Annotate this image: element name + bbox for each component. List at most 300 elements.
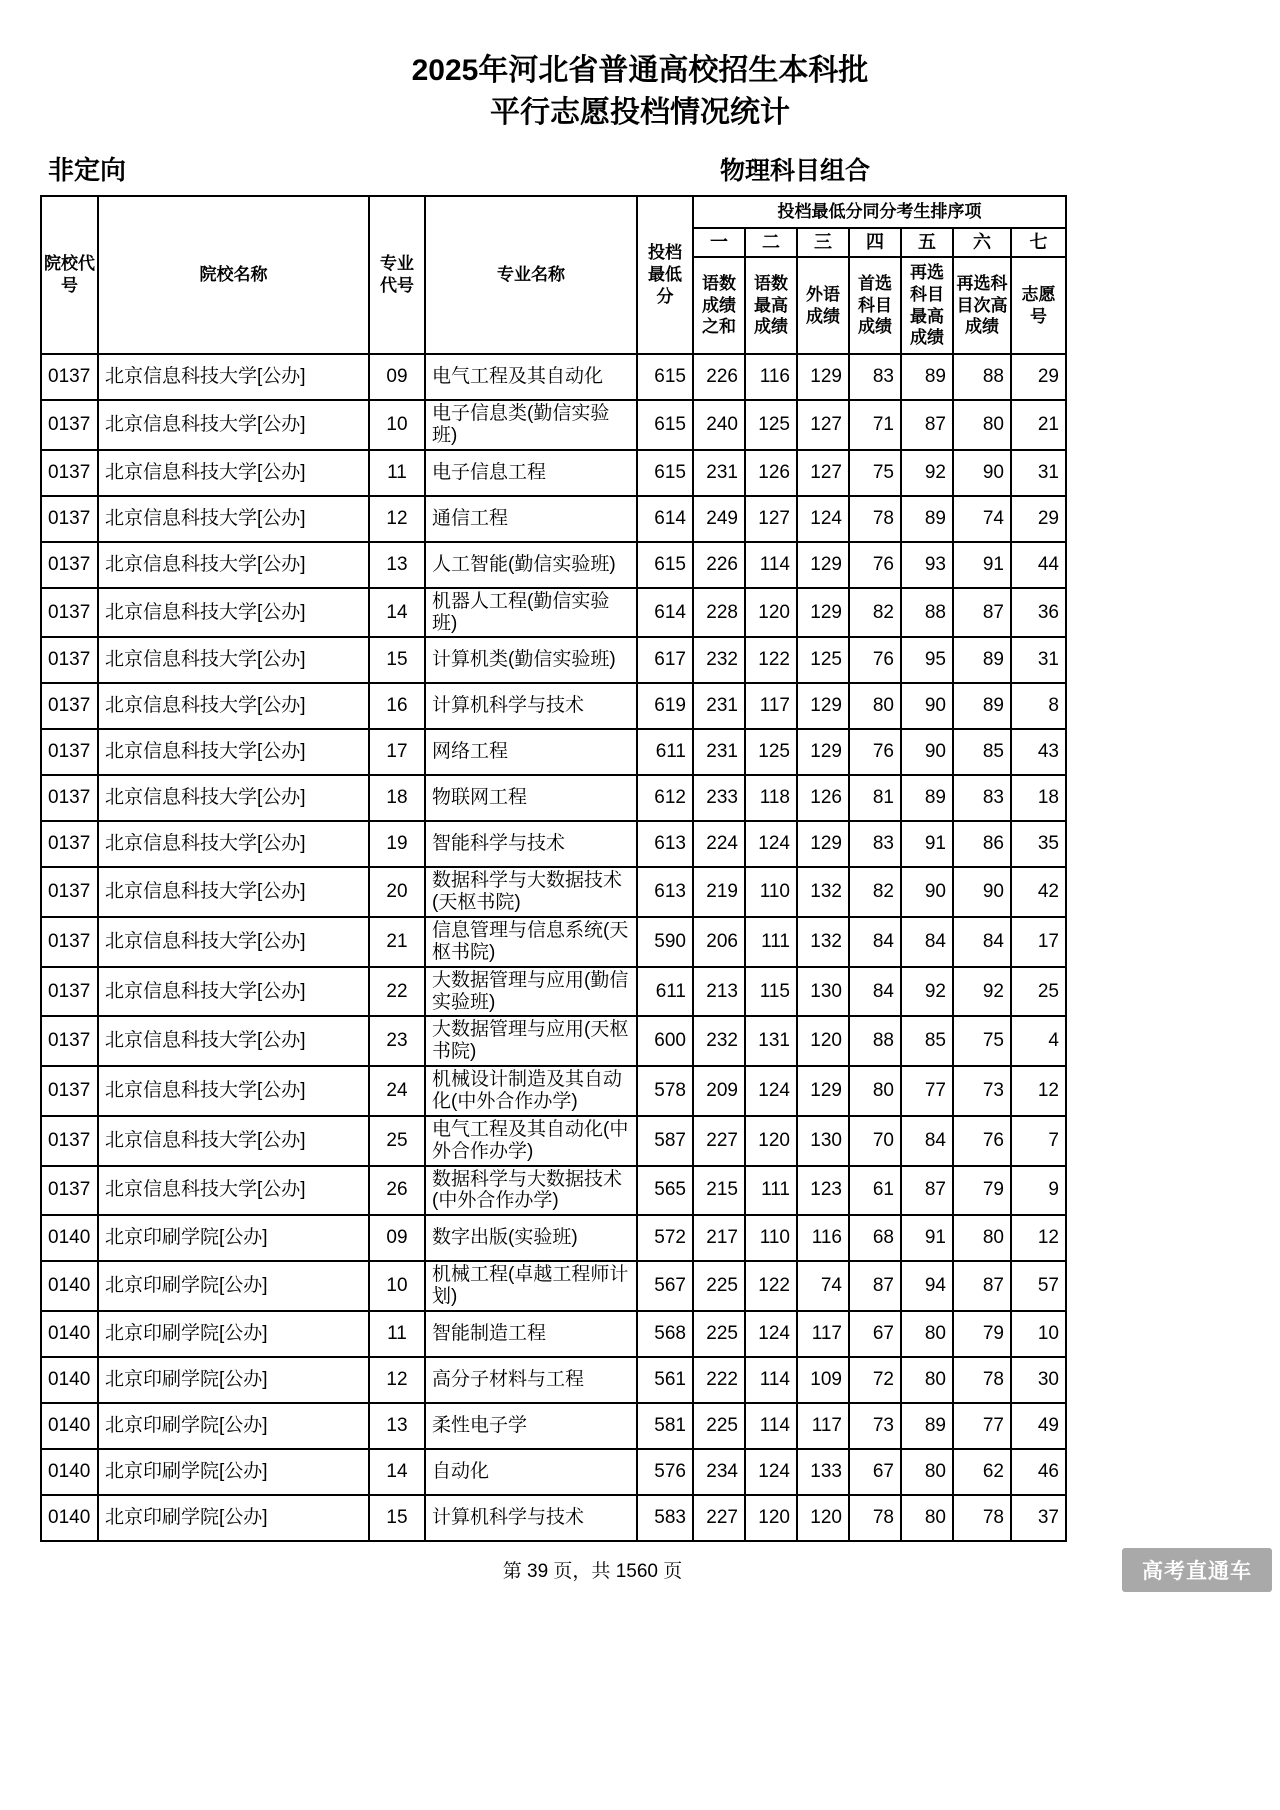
major-name-cell: 电子信息类(勤信实验班) xyxy=(425,400,637,450)
sum-chinese-math-cell: 240 xyxy=(693,400,745,450)
major-name-cell: 人工智能(勤信实验班) xyxy=(425,542,637,588)
major-code-cell: 18 xyxy=(369,775,425,821)
reselect-second-cell: 83 xyxy=(953,775,1011,821)
max-chinese-math-cell: 120 xyxy=(745,1116,797,1166)
reselect-second-cell: 89 xyxy=(953,683,1011,729)
reselect-second-cell: 74 xyxy=(953,496,1011,542)
reselect-max-cell: 80 xyxy=(901,1357,953,1403)
first-subject-cell: 70 xyxy=(849,1116,901,1166)
reselect-max-cell: 89 xyxy=(901,354,953,400)
subject-combination-label: 物理科目组合 xyxy=(719,157,870,185)
foreign-language-cell: 116 xyxy=(797,1215,849,1261)
college-code-cell: 0140 xyxy=(41,1311,98,1357)
major-code-cell: 20 xyxy=(369,867,425,917)
major-name-cell: 机械设计制造及其自动化(中外合作办学) xyxy=(425,1066,637,1116)
major-code-cell: 12 xyxy=(369,1357,425,1403)
volunteer-number-cell: 25 xyxy=(1011,967,1066,1017)
college-code-cell: 0137 xyxy=(41,588,98,638)
min-score-cell: 614 xyxy=(637,496,693,542)
volunteer-number-cell: 9 xyxy=(1011,1166,1066,1216)
table-row xyxy=(41,821,1066,867)
college-code-cell: 0140 xyxy=(41,1495,98,1541)
max-chinese-math-cell: 111 xyxy=(745,1166,797,1216)
col-header-num-4: 四 xyxy=(849,228,901,257)
volunteer-number-cell: 4 xyxy=(1011,1016,1066,1066)
reselect-second-cell: 75 xyxy=(953,1016,1011,1066)
min-score-cell: 615 xyxy=(637,450,693,496)
table-row xyxy=(41,1403,1066,1449)
max-chinese-math-cell: 122 xyxy=(745,1261,797,1311)
sum-chinese-math-cell: 219 xyxy=(693,867,745,917)
reselect-max-cell: 87 xyxy=(901,400,953,450)
reselect-max-cell: 89 xyxy=(901,496,953,542)
foreign-language-cell: 120 xyxy=(797,1495,849,1541)
col-header-foreign-language: 外语成绩 xyxy=(797,257,849,354)
table-row xyxy=(41,867,1066,917)
first-subject-cell: 71 xyxy=(849,400,901,450)
table-row xyxy=(41,588,1066,638)
reselect-max-cell: 90 xyxy=(901,867,953,917)
sum-chinese-math-cell: 232 xyxy=(693,637,745,683)
page-title xyxy=(0,50,1280,134)
major-name-cell: 计算机科学与技术 xyxy=(425,1495,637,1541)
table-row xyxy=(41,450,1066,496)
first-subject-cell: 67 xyxy=(849,1449,901,1495)
volunteer-number-cell: 36 xyxy=(1011,588,1066,638)
first-subject-cell: 75 xyxy=(849,450,901,496)
table-row xyxy=(41,637,1066,683)
min-score-cell: 590 xyxy=(637,917,693,967)
col-header-num-6: 六 xyxy=(953,228,1011,257)
min-score-cell: 617 xyxy=(637,637,693,683)
foreign-language-cell: 126 xyxy=(797,775,849,821)
min-score-cell: 615 xyxy=(637,400,693,450)
table-row xyxy=(41,1016,1066,1066)
foreign-language-cell: 117 xyxy=(797,1403,849,1449)
table-row xyxy=(41,354,1066,400)
college-name-cell: 北京信息科技大学[公办] xyxy=(98,821,369,867)
volunteer-number-cell: 44 xyxy=(1011,542,1066,588)
major-name-cell: 电气工程及其自动化(中外合作办学) xyxy=(425,1116,637,1166)
college-code-cell: 0137 xyxy=(41,450,98,496)
first-subject-cell: 72 xyxy=(849,1357,901,1403)
table-row xyxy=(41,1495,1066,1541)
table-row xyxy=(41,1215,1066,1261)
reselect-max-cell: 88 xyxy=(901,588,953,638)
college-code-cell: 0137 xyxy=(41,496,98,542)
major-name-cell: 柔性电子学 xyxy=(425,1403,637,1449)
min-score-cell: 600 xyxy=(637,1016,693,1066)
sum-chinese-math-cell: 231 xyxy=(693,729,745,775)
foreign-language-cell: 130 xyxy=(797,1116,849,1166)
major-code-cell: 12 xyxy=(369,496,425,542)
sum-chinese-math-cell: 249 xyxy=(693,496,745,542)
foreign-language-cell: 129 xyxy=(797,354,849,400)
first-subject-cell: 67 xyxy=(849,1311,901,1357)
min-score-cell: 561 xyxy=(637,1357,693,1403)
volunteer-number-cell: 12 xyxy=(1011,1066,1066,1116)
volunteer-number-cell: 10 xyxy=(1011,1311,1066,1357)
major-code-cell: 14 xyxy=(369,1449,425,1495)
reselect-second-cell: 85 xyxy=(953,729,1011,775)
col-header-max-chinese-math: 语数最高成绩 xyxy=(745,257,797,354)
major-code-cell: 09 xyxy=(369,1215,425,1261)
major-name-cell: 物联网工程 xyxy=(425,775,637,821)
max-chinese-math-cell: 126 xyxy=(745,450,797,496)
min-score-cell: 567 xyxy=(637,1261,693,1311)
min-score-cell: 615 xyxy=(637,542,693,588)
reselect-second-cell: 87 xyxy=(953,1261,1011,1311)
major-name-cell: 电子信息工程 xyxy=(425,450,637,496)
col-header-num-3: 三 xyxy=(797,228,849,257)
reselect-max-cell: 80 xyxy=(901,1311,953,1357)
major-code-cell: 13 xyxy=(369,542,425,588)
college-code-cell: 0137 xyxy=(41,683,98,729)
major-code-cell: 22 xyxy=(369,967,425,1017)
max-chinese-math-cell: 114 xyxy=(745,542,797,588)
first-subject-cell: 78 xyxy=(849,496,901,542)
col-header-college-code: 院校代号 xyxy=(41,196,98,354)
college-name-cell: 北京印刷学院[公办] xyxy=(98,1215,369,1261)
sum-chinese-math-cell: 209 xyxy=(693,1066,745,1116)
min-score-cell: 613 xyxy=(637,867,693,917)
first-subject-cell: 84 xyxy=(849,967,901,1017)
major-name-cell: 数据科学与大数据技术(中外合作办学) xyxy=(425,1166,637,1216)
major-name-cell: 大数据管理与应用(天枢书院) xyxy=(425,1016,637,1066)
sum-chinese-math-cell: 228 xyxy=(693,588,745,638)
reselect-second-cell: 90 xyxy=(953,450,1011,496)
sum-chinese-math-cell: 225 xyxy=(693,1311,745,1357)
volunteer-number-cell: 35 xyxy=(1011,821,1066,867)
foreign-language-cell: 123 xyxy=(797,1166,849,1216)
title-line-2: 平行志愿投档情况统计 xyxy=(490,96,790,129)
college-name-cell: 北京印刷学院[公办] xyxy=(98,1403,369,1449)
col-header-num-5: 五 xyxy=(901,228,953,257)
college-name-cell: 北京信息科技大学[公办] xyxy=(98,967,369,1017)
sum-chinese-math-cell: 226 xyxy=(693,354,745,400)
first-subject-cell: 76 xyxy=(849,729,901,775)
watermark-badge: 高考直通车 xyxy=(1122,1548,1272,1592)
foreign-language-cell: 117 xyxy=(797,1311,849,1357)
college-code-cell: 0140 xyxy=(41,1357,98,1403)
major-code-cell: 09 xyxy=(369,354,425,400)
major-code-cell: 23 xyxy=(369,1016,425,1066)
table-header xyxy=(41,196,1066,354)
min-score-cell: 611 xyxy=(637,729,693,775)
reselect-max-cell: 80 xyxy=(901,1449,953,1495)
min-score-cell: 614 xyxy=(637,588,693,638)
college-name-cell: 北京信息科技大学[公办] xyxy=(98,775,369,821)
table-row xyxy=(41,729,1066,775)
major-code-cell: 11 xyxy=(369,1311,425,1357)
table-row xyxy=(41,917,1066,967)
reselect-max-cell: 85 xyxy=(901,1016,953,1066)
col-header-volunteer-number: 志愿号 xyxy=(1011,257,1066,354)
foreign-language-cell: 133 xyxy=(797,1449,849,1495)
reselect-second-cell: 80 xyxy=(953,1215,1011,1261)
reselect-second-cell: 78 xyxy=(953,1357,1011,1403)
college-name-cell: 北京信息科技大学[公办] xyxy=(98,354,369,400)
sum-chinese-math-cell: 206 xyxy=(693,917,745,967)
col-header-major-name: 专业名称 xyxy=(425,196,637,354)
major-code-cell: 25 xyxy=(369,1116,425,1166)
reselect-second-cell: 92 xyxy=(953,967,1011,1017)
admission-table xyxy=(40,195,1067,1542)
volunteer-number-cell: 7 xyxy=(1011,1116,1066,1166)
college-name-cell: 北京信息科技大学[公办] xyxy=(98,867,369,917)
reselect-max-cell: 95 xyxy=(901,637,953,683)
college-code-cell: 0137 xyxy=(41,1016,98,1066)
major-code-cell: 21 xyxy=(369,917,425,967)
max-chinese-math-cell: 110 xyxy=(745,1215,797,1261)
min-score-cell: 581 xyxy=(637,1403,693,1449)
college-name-cell: 北京信息科技大学[公办] xyxy=(98,400,369,450)
volunteer-number-cell: 29 xyxy=(1011,354,1066,400)
major-code-cell: 15 xyxy=(369,637,425,683)
college-code-cell: 0140 xyxy=(41,1261,98,1311)
volunteer-number-cell: 8 xyxy=(1011,683,1066,729)
volunteer-number-cell: 43 xyxy=(1011,729,1066,775)
major-name-cell: 计算机科学与技术 xyxy=(425,683,637,729)
major-code-cell: 10 xyxy=(369,1261,425,1311)
reselect-max-cell: 91 xyxy=(901,821,953,867)
min-score-cell: 611 xyxy=(637,967,693,1017)
orientation-label: 非定向 xyxy=(48,155,127,185)
min-score-cell: 583 xyxy=(637,1495,693,1541)
col-header-major-code: 专业代号 xyxy=(369,196,425,354)
foreign-language-cell: 127 xyxy=(797,400,849,450)
max-chinese-math-cell: 124 xyxy=(745,1449,797,1495)
college-code-cell: 0137 xyxy=(41,821,98,867)
major-name-cell: 网络工程 xyxy=(425,729,637,775)
max-chinese-math-cell: 118 xyxy=(745,775,797,821)
table-row xyxy=(41,1357,1066,1403)
foreign-language-cell: 129 xyxy=(797,588,849,638)
reselect-max-cell: 92 xyxy=(901,450,953,496)
college-name-cell: 北京印刷学院[公办] xyxy=(98,1495,369,1541)
max-chinese-math-cell: 124 xyxy=(745,821,797,867)
col-header-reselect-max: 再选科目最高成绩 xyxy=(901,257,953,354)
reselect-max-cell: 77 xyxy=(901,1066,953,1116)
reselect-second-cell: 77 xyxy=(953,1403,1011,1449)
foreign-language-cell: 129 xyxy=(797,683,849,729)
sum-chinese-math-cell: 234 xyxy=(693,1449,745,1495)
college-code-cell: 0140 xyxy=(41,1215,98,1261)
sum-chinese-math-cell: 227 xyxy=(693,1495,745,1541)
max-chinese-math-cell: 125 xyxy=(745,400,797,450)
major-name-cell: 数字出版(实验班) xyxy=(425,1215,637,1261)
max-chinese-math-cell: 122 xyxy=(745,637,797,683)
college-name-cell: 北京信息科技大学[公办] xyxy=(98,637,369,683)
reselect-second-cell: 88 xyxy=(953,354,1011,400)
major-name-cell: 计算机类(勤信实验班) xyxy=(425,637,637,683)
first-subject-cell: 84 xyxy=(849,917,901,967)
foreign-language-cell: 127 xyxy=(797,450,849,496)
reselect-second-cell: 91 xyxy=(953,542,1011,588)
sum-chinese-math-cell: 217 xyxy=(693,1215,745,1261)
foreign-language-cell: 125 xyxy=(797,637,849,683)
table-row xyxy=(41,967,1066,1017)
college-code-cell: 0137 xyxy=(41,1066,98,1116)
college-code-cell: 0140 xyxy=(41,1449,98,1495)
volunteer-number-cell: 29 xyxy=(1011,496,1066,542)
table-row xyxy=(41,683,1066,729)
volunteer-number-cell: 46 xyxy=(1011,1449,1066,1495)
college-code-cell: 0137 xyxy=(41,400,98,450)
max-chinese-math-cell: 124 xyxy=(745,1311,797,1357)
college-code-cell: 0137 xyxy=(41,354,98,400)
min-score-cell: 578 xyxy=(637,1066,693,1116)
reselect-max-cell: 84 xyxy=(901,1116,953,1166)
college-code-cell: 0137 xyxy=(41,1166,98,1216)
foreign-language-cell: 129 xyxy=(797,729,849,775)
volunteer-number-cell: 37 xyxy=(1011,1495,1066,1541)
reselect-second-cell: 76 xyxy=(953,1116,1011,1166)
max-chinese-math-cell: 115 xyxy=(745,967,797,1017)
reselect-second-cell: 84 xyxy=(953,917,1011,967)
max-chinese-math-cell: 120 xyxy=(745,588,797,638)
major-code-cell: 13 xyxy=(369,1403,425,1449)
college-name-cell: 北京信息科技大学[公办] xyxy=(98,450,369,496)
major-name-cell: 智能制造工程 xyxy=(425,1311,637,1357)
table-body xyxy=(41,354,1066,1541)
first-subject-cell: 61 xyxy=(849,1166,901,1216)
col-header-min-score: 投档最低分 xyxy=(637,196,693,354)
reselect-max-cell: 80 xyxy=(901,1495,953,1541)
major-code-cell: 26 xyxy=(369,1166,425,1216)
major-name-cell: 自动化 xyxy=(425,1449,637,1495)
reselect-max-cell: 93 xyxy=(901,542,953,588)
col-header-tiebreak-group: 投档最低分同分考生排序项 xyxy=(693,196,1066,228)
reselect-second-cell: 62 xyxy=(953,1449,1011,1495)
max-chinese-math-cell: 116 xyxy=(745,354,797,400)
foreign-language-cell: 132 xyxy=(797,917,849,967)
reselect-max-cell: 90 xyxy=(901,683,953,729)
min-score-cell: 612 xyxy=(637,775,693,821)
reselect-second-cell: 89 xyxy=(953,637,1011,683)
reselect-max-cell: 87 xyxy=(901,1166,953,1216)
min-score-cell: 615 xyxy=(637,354,693,400)
first-subject-cell: 83 xyxy=(849,354,901,400)
college-name-cell: 北京印刷学院[公办] xyxy=(98,1449,369,1495)
max-chinese-math-cell: 127 xyxy=(745,496,797,542)
table-row xyxy=(41,1261,1066,1311)
table-row xyxy=(41,1449,1066,1495)
min-score-cell: 576 xyxy=(637,1449,693,1495)
major-name-cell: 数据科学与大数据技术(天枢书院) xyxy=(425,867,637,917)
title-line-1: 2025年河北省普通高校招生本科批 xyxy=(411,54,869,87)
college-name-cell: 北京信息科技大学[公办] xyxy=(98,917,369,967)
college-code-cell: 0140 xyxy=(41,1403,98,1449)
reselect-second-cell: 73 xyxy=(953,1066,1011,1116)
college-name-cell: 北京信息科技大学[公办] xyxy=(98,588,369,638)
volunteer-number-cell: 12 xyxy=(1011,1215,1066,1261)
major-name-cell: 高分子材料与工程 xyxy=(425,1357,637,1403)
reselect-max-cell: 91 xyxy=(901,1215,953,1261)
major-code-cell: 14 xyxy=(369,588,425,638)
col-header-college-name: 院校名称 xyxy=(98,196,369,354)
major-name-cell: 电气工程及其自动化 xyxy=(425,354,637,400)
first-subject-cell: 76 xyxy=(849,542,901,588)
major-code-cell: 24 xyxy=(369,1066,425,1116)
first-subject-cell: 78 xyxy=(849,1495,901,1541)
college-name-cell: 北京印刷学院[公办] xyxy=(98,1311,369,1357)
major-code-cell: 19 xyxy=(369,821,425,867)
volunteer-number-cell: 57 xyxy=(1011,1261,1066,1311)
reselect-second-cell: 86 xyxy=(953,821,1011,867)
foreign-language-cell: 109 xyxy=(797,1357,849,1403)
foreign-language-cell: 132 xyxy=(797,867,849,917)
major-name-cell: 大数据管理与应用(勤信实验班) xyxy=(425,967,637,1017)
college-code-cell: 0137 xyxy=(41,637,98,683)
major-code-cell: 16 xyxy=(369,683,425,729)
foreign-language-cell: 129 xyxy=(797,821,849,867)
min-score-cell: 568 xyxy=(637,1311,693,1357)
sum-chinese-math-cell: 225 xyxy=(693,1261,745,1311)
reselect-max-cell: 84 xyxy=(901,917,953,967)
table-row xyxy=(41,542,1066,588)
volunteer-number-cell: 30 xyxy=(1011,1357,1066,1403)
first-subject-cell: 76 xyxy=(849,637,901,683)
reselect-second-cell: 80 xyxy=(953,400,1011,450)
major-name-cell: 信息管理与信息系统(天枢书院) xyxy=(425,917,637,967)
sub-labels xyxy=(40,150,1065,187)
min-score-cell: 565 xyxy=(637,1166,693,1216)
volunteer-number-cell: 21 xyxy=(1011,400,1066,450)
first-subject-cell: 73 xyxy=(849,1403,901,1449)
first-subject-cell: 81 xyxy=(849,775,901,821)
sum-chinese-math-cell: 224 xyxy=(693,821,745,867)
first-subject-cell: 87 xyxy=(849,1261,901,1311)
table-row xyxy=(41,1066,1066,1116)
max-chinese-math-cell: 111 xyxy=(745,917,797,967)
foreign-language-cell: 120 xyxy=(797,1016,849,1066)
min-score-cell: 613 xyxy=(637,821,693,867)
page-number-footer: 第 39 页，共 1560 页 xyxy=(502,1560,683,1582)
college-code-cell: 0137 xyxy=(41,1116,98,1166)
major-name-cell: 通信工程 xyxy=(425,496,637,542)
reselect-max-cell: 94 xyxy=(901,1261,953,1311)
reselect-second-cell: 79 xyxy=(953,1166,1011,1216)
major-name-cell: 智能科学与技术 xyxy=(425,821,637,867)
col-header-first-subject: 首选科目成绩 xyxy=(849,257,901,354)
max-chinese-math-cell: 110 xyxy=(745,867,797,917)
college-name-cell: 北京信息科技大学[公办] xyxy=(98,729,369,775)
max-chinese-math-cell: 114 xyxy=(745,1403,797,1449)
college-code-cell: 0137 xyxy=(41,542,98,588)
table-row xyxy=(41,775,1066,821)
sum-chinese-math-cell: 233 xyxy=(693,775,745,821)
college-name-cell: 北京信息科技大学[公办] xyxy=(98,1066,369,1116)
major-code-cell: 11 xyxy=(369,450,425,496)
col-header-num-1: 一 xyxy=(693,228,745,257)
college-code-cell: 0137 xyxy=(41,867,98,917)
min-score-cell: 587 xyxy=(637,1116,693,1166)
sum-chinese-math-cell: 231 xyxy=(693,683,745,729)
min-score-cell: 572 xyxy=(637,1215,693,1261)
reselect-second-cell: 78 xyxy=(953,1495,1011,1541)
first-subject-cell: 80 xyxy=(849,683,901,729)
sum-chinese-math-cell: 215 xyxy=(693,1166,745,1216)
first-subject-cell: 80 xyxy=(849,1066,901,1116)
volunteer-number-cell: 18 xyxy=(1011,775,1066,821)
max-chinese-math-cell: 117 xyxy=(745,683,797,729)
volunteer-number-cell: 31 xyxy=(1011,450,1066,496)
college-name-cell: 北京信息科技大学[公办] xyxy=(98,683,369,729)
sum-chinese-math-cell: 225 xyxy=(693,1403,745,1449)
volunteer-number-cell: 17 xyxy=(1011,917,1066,967)
col-header-num-2: 二 xyxy=(745,228,797,257)
